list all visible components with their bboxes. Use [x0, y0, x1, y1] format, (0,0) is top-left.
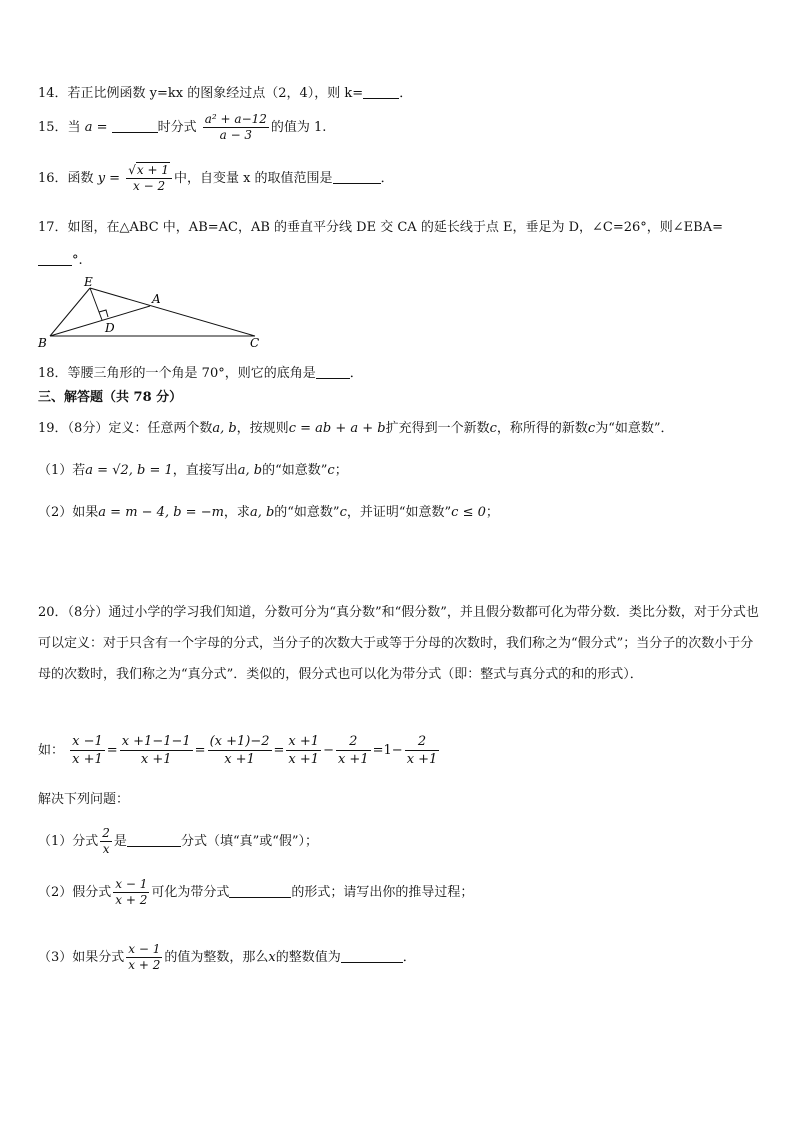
ex-f4-num: x +1: [288, 734, 320, 749]
q19-c2: c: [587, 421, 596, 436]
q20-p2-mid: 可化为带分式: [151, 885, 230, 900]
q17-text: 17．如图，在△ABC 中，AB=AC，AB 的垂直平分线 DE 交 CA 的延长线于点 E，垂足为 D，∠C=26°，则∠EBA=: [38, 220, 723, 235]
q16-suffix: 中，自变量 x 的取值范围是: [173, 171, 333, 186]
q20-p2-fraction: [113, 877, 149, 908]
q20-p1-pre: （1）分式: [38, 834, 99, 849]
q20-p1-tail: 分式（填“真”或“假”）；: [180, 834, 319, 849]
q19-p1-end: ；: [334, 463, 348, 478]
q14-text: 14．若正比例函数 y=kx 的图象经过点（2，4），则 k=: [38, 86, 364, 101]
ex-f4-den: x +1: [288, 752, 320, 767]
question-17-cont: [38, 251, 83, 270]
q19-p2-c: c: [339, 505, 347, 520]
ex-f6-num: 2: [405, 733, 440, 751]
ex-f2-num: x +1−1−1: [121, 734, 191, 749]
q15-fraction: [203, 112, 269, 143]
q16-sqrt-radicand: x + 1: [136, 163, 169, 177]
q18-end: ．: [349, 366, 363, 381]
q19-p1-post: ，直接写出: [172, 463, 238, 478]
ex-f3-den: x +1: [224, 752, 255, 767]
label-B: B: [38, 336, 47, 350]
q16-y-eq: y =: [97, 171, 121, 186]
q15-suffix: 的值为 1.: [270, 120, 327, 135]
ex-f2-den: x +1: [140, 752, 172, 767]
q19-p1-c: c: [327, 463, 335, 478]
ex-fraction-1: [70, 733, 105, 768]
q19-p1-pre: （1）若: [38, 463, 86, 478]
q20-part-3: [38, 942, 416, 973]
q20-p3-num: x − 1: [128, 942, 161, 956]
q20-p3-mid: 的值为整数，那么: [164, 950, 269, 965]
q17-answer-blank[interactable]: [38, 251, 72, 266]
q19-p2-end: ；: [485, 505, 499, 520]
q16-prefix: 16．函数: [38, 171, 94, 186]
segment-EC: [90, 288, 255, 336]
question-16: [38, 163, 394, 194]
q20-p3-x: x: [268, 950, 276, 965]
q19-rule-pre: ，按规则: [236, 421, 289, 436]
question-14: [38, 84, 412, 103]
question-20-paragraph: 20．（8分）通过小学的学习我们知道，分数可分为“真分数”和“假分数”，并且假分数都可化为带分数．类比分数，对于分式也可以定义：对于只含有一个字母的分式，当分子的次数大于或等于分母的次数时，我们称之为“假分式”；当分子的次数小于分母的次数时，我们称之为“真分式”．类似的，假分式也可以化为带分式（即：整式与真分式的和的形式）．: [38, 605, 759, 682]
ex-one: 1: [383, 743, 392, 758]
q17-end: °.: [72, 253, 83, 268]
q19-tail: ，称所得的新数: [496, 421, 588, 436]
q19-p2-ineq: c ≤ 0: [451, 505, 486, 520]
q19-p2-math: a = m − 4, b = −m: [98, 505, 224, 520]
q19-p2-mid2: ，并证明“如意数”: [346, 505, 452, 520]
q20-example-label: 如：: [38, 743, 65, 758]
q14-answer-blank[interactable]: [363, 84, 399, 99]
ex-fraction-5: [336, 733, 371, 768]
q15-prefix: 15．当: [38, 120, 81, 135]
q20-p3-tail: 的整数值为: [275, 950, 341, 965]
q20-p2-den: x + 2: [115, 893, 148, 907]
question-19-part-1: [38, 462, 348, 480]
q20-p2-tail: 的形式；请写出你的推导过程；: [291, 885, 474, 900]
q19-p2-pre: （2）如果: [38, 505, 99, 520]
ex-f3-num: (x +1)−2: [209, 734, 270, 749]
q20-p1-fraction: [100, 826, 112, 857]
q19-p2-tail: 的“如意数”: [274, 505, 340, 520]
segment-BA: [50, 306, 150, 336]
q20-example: 如： $\frac{x -1}{x +1}$ = $\frac{x +1-1-1}{x +1}$ = $\frac{(x +1)-2}{x +1}$ = $\frac{x +1}{x +1}$ − $\frac{2}{x +1}$ =1− $\frac{2}{x +1}$: [38, 734, 438, 767]
label-D: D: [105, 321, 115, 335]
ex-f1-den: x +1: [72, 752, 103, 767]
q20-solve-label: 解决下列问题：: [38, 792, 130, 807]
q19-tail2: 为“如意数”．: [595, 421, 674, 436]
q20-p2-pre: （2）假分式: [38, 885, 112, 900]
q20-p1-num: 2: [102, 826, 110, 840]
ex-fraction-6: [405, 733, 440, 768]
q19-rule: c = ab + a + b: [288, 421, 386, 436]
label-E: E: [84, 275, 93, 289]
ex-f5-num: 2: [336, 733, 371, 751]
q15-a-eq: a =: [84, 120, 108, 135]
q16-end: ．: [380, 171, 394, 186]
ex-fraction-2: [120, 733, 193, 768]
segment-ED: [90, 288, 102, 320]
q16-fraction: [126, 163, 172, 194]
q20-p3-fraction: [126, 942, 162, 973]
q20-part-2: [38, 877, 473, 908]
label-A: A: [152, 292, 161, 306]
q19-intro: 19．（8分）定义：任意两个数: [38, 421, 213, 436]
q20-p3-answer-blank[interactable]: [341, 948, 403, 963]
q19-c: c: [489, 421, 497, 436]
ex-fraction-3: [208, 733, 272, 768]
q18-answer-blank[interactable]: [316, 364, 350, 379]
q20-p3-end: ．: [402, 950, 416, 965]
q20-p1-answer-blank[interactable]: [127, 832, 181, 847]
label-C: C: [250, 336, 260, 350]
ex-fraction-4: [286, 733, 321, 768]
segment-BE: [50, 288, 90, 336]
q15-mid: 时分式: [157, 120, 197, 135]
ex-f6-den: x +1: [406, 752, 438, 767]
question-19: [38, 420, 673, 438]
question-17: [38, 219, 723, 237]
question-19-part-2: [38, 504, 499, 522]
q20-p1-den: x: [102, 842, 110, 856]
q18-text: 18．等腰三角形的一个角是 70°，则它的底角是: [38, 366, 316, 381]
q16-numerator: √x + 1: [126, 163, 172, 179]
q20-p3-den: x + 2: [128, 958, 161, 972]
q20-p2-answer-blank[interactable]: [229, 883, 291, 898]
triangle-figure: [30, 274, 270, 354]
section-3-heading: 三、解答题（共 78 分）: [38, 390, 183, 405]
q19-p1-ab: a, b: [237, 463, 263, 478]
q19-p2-mid: ，求: [223, 505, 250, 520]
q20-part-1: [38, 826, 318, 857]
q20-p3-pre: （3）如果分式: [38, 950, 125, 965]
q16-answer-blank[interactable]: [333, 169, 381, 184]
q15-denominator: a − 3: [219, 128, 253, 142]
q15-numerator: a² + a−12: [204, 112, 267, 126]
question-18: [38, 364, 363, 383]
q20-p2-num: x − 1: [115, 877, 148, 891]
q20-p1-post: 是: [113, 834, 127, 849]
q19-ab: a, b: [212, 421, 237, 436]
q19-p2-ab: a, b: [249, 505, 275, 520]
q14-end: ．: [399, 86, 413, 101]
q15-answer-blank[interactable]: [112, 118, 158, 133]
q19-p1-tail: 的“如意数”: [262, 463, 328, 478]
question-15: [38, 112, 326, 143]
ex-f1-num: x −1: [72, 734, 103, 749]
q19-p1-math: a = √2, b = 1: [85, 463, 173, 478]
q16-denominator: x − 2: [133, 179, 166, 193]
q19-rule-post: 扩充得到一个新数: [385, 421, 490, 436]
ex-f5-den: x +1: [337, 752, 369, 767]
